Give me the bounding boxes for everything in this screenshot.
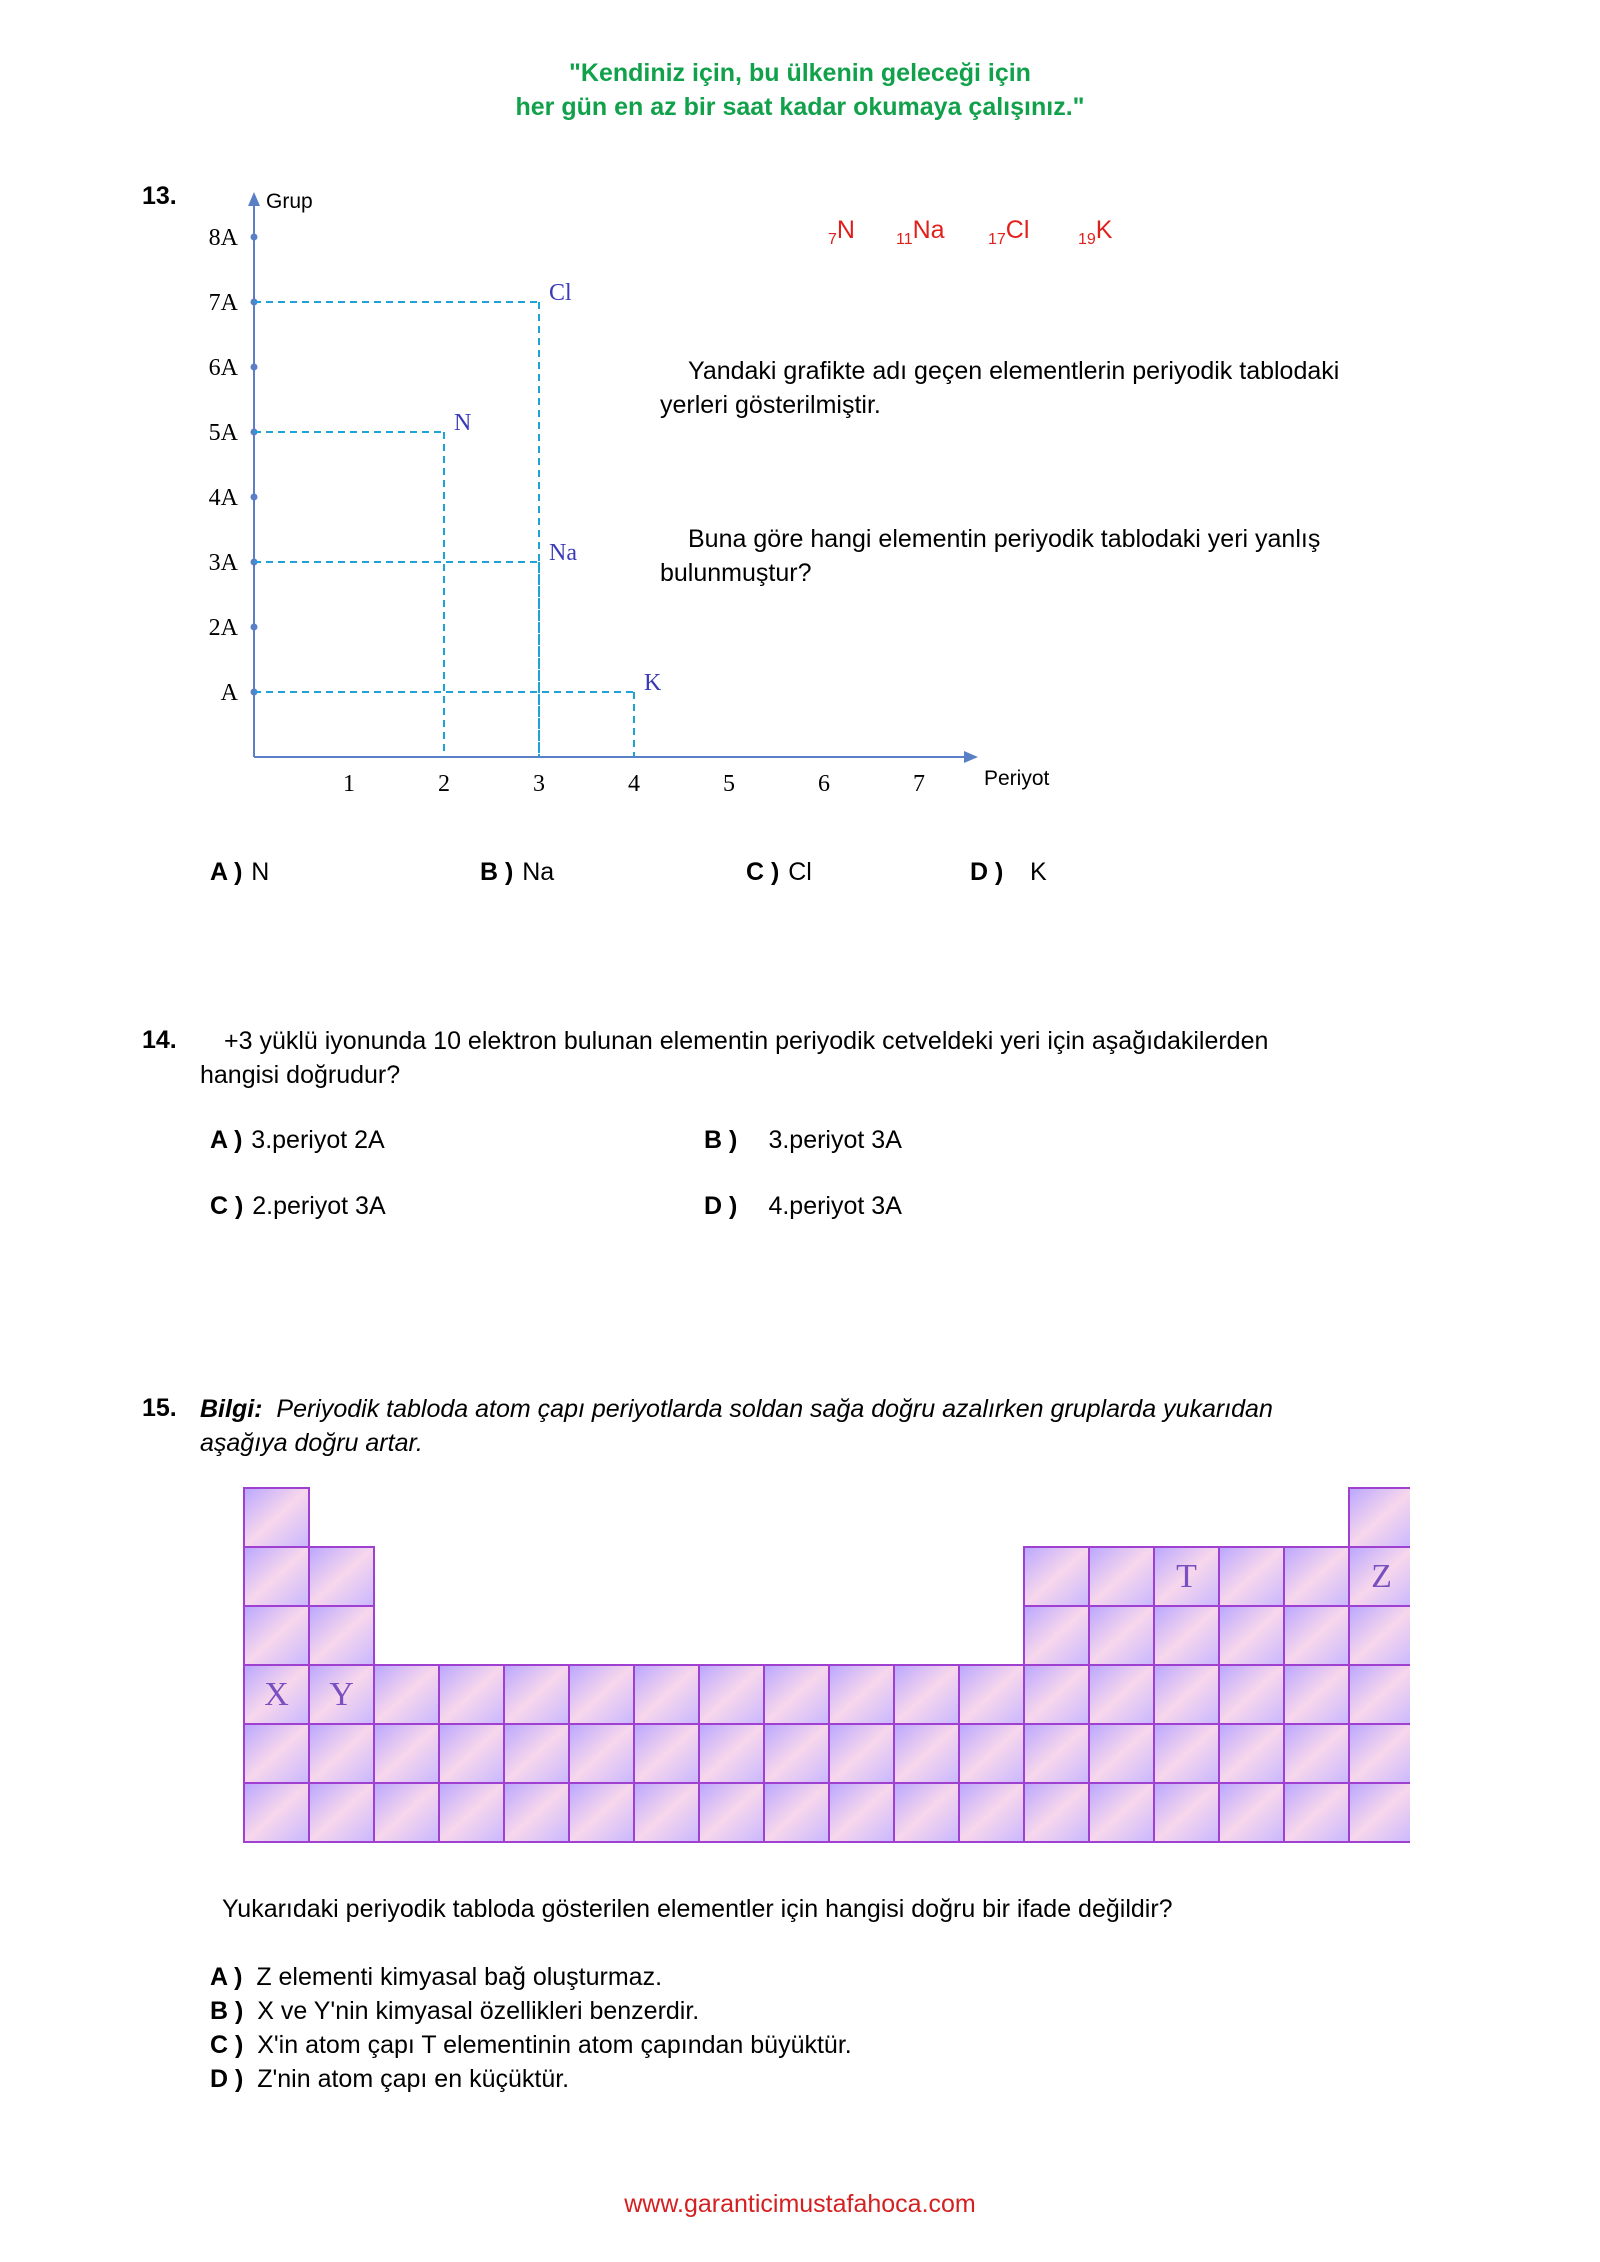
question-14-number: 14. — [142, 1026, 177, 1054]
table-cell — [1349, 1606, 1410, 1665]
table-cell — [309, 1606, 374, 1665]
table-cell — [1219, 1783, 1284, 1842]
element-label-z: Z — [1371, 1558, 1392, 1595]
table-cell — [764, 1665, 829, 1724]
element-cl: $_{17}$Cl — [988, 216, 1030, 248]
table-cell — [959, 1665, 1024, 1724]
y-tick-label: A — [220, 680, 238, 706]
y-tick-dot — [251, 364, 258, 371]
table-cell — [309, 1724, 374, 1783]
x-tick-label: 7 — [913, 771, 925, 797]
question-15-info: Bilgi: Periyodik tabloda atom çapı periyotlarda soldan sağa doğru azalırken gruplarda yukarıdan aşağıya doğru artar. — [200, 1395, 1273, 1457]
q14-option-c[interactable]: C ) 2.periyot 3A — [210, 1192, 386, 1220]
element-n: $_7$N — [828, 216, 855, 248]
table-cell — [309, 1783, 374, 1842]
table-cell — [1154, 1665, 1219, 1724]
x-tick-label: 4 — [628, 771, 640, 797]
x-tick-label: 3 — [533, 771, 545, 797]
table-cell — [1024, 1724, 1089, 1783]
table-cell — [1349, 1724, 1410, 1783]
y-tick-label: 6A — [208, 355, 238, 381]
table-cell — [1349, 1665, 1410, 1724]
table-cell — [504, 1665, 569, 1724]
question-13-number: 13. — [142, 182, 177, 210]
table-cell — [244, 1488, 309, 1547]
table-cell — [1024, 1606, 1089, 1665]
table-cell — [1089, 1606, 1154, 1665]
table-cell — [244, 1783, 309, 1842]
question-14-text: +3 yüklü iyonunda 10 elektron bulunan elementin periyodik cetveldeki yeri için aşağıdakilerden hangisi doğrudur? — [200, 1027, 1269, 1089]
question-15-text: Yukarıdaki periyodik tabloda gösterilen elementler için hangisi doğru bir ifade değildir? — [222, 1895, 1173, 1923]
table-cell — [439, 1665, 504, 1724]
motto-line-1: "Kendiniz için, bu ülkenin geleceği için — [569, 59, 1031, 87]
table-cell — [1349, 1783, 1410, 1842]
q13-option-c[interactable]: C ) Cl — [746, 858, 812, 886]
q15-option-c[interactable]: C ) X'in atom çapı T elementinin atom çapından büyüktür. — [210, 2031, 852, 2059]
y-axis-arrow — [248, 192, 260, 206]
table-cell — [634, 1665, 699, 1724]
y-tick-label: 7A — [208, 290, 238, 316]
y-tick-label: 8A — [208, 225, 238, 251]
table-cell — [959, 1724, 1024, 1783]
q14-option-b[interactable]: B ) 3.periyot 3A — [704, 1126, 902, 1154]
table-cell — [1219, 1665, 1284, 1724]
point-label-na: Na — [549, 540, 577, 566]
table-cell — [1284, 1665, 1349, 1724]
motto — [0, 56, 1600, 124]
q14-option-d[interactable]: D ) 4.periyot 3A — [704, 1192, 902, 1220]
q13-option-d[interactable]: D ) K — [970, 858, 1047, 886]
table-cell — [1089, 1783, 1154, 1842]
point-label-n: N — [454, 410, 472, 436]
table-cell — [569, 1724, 634, 1783]
table-cell — [829, 1783, 894, 1842]
q15-option-b[interactable]: B ) X ve Y'nin kimyasal özellikleri benzerdir. — [210, 1997, 700, 2025]
table-cell — [894, 1724, 959, 1783]
x-axis-label: Periyot — [984, 767, 1050, 790]
question-15-number: 15. — [142, 1394, 177, 1422]
question-13-text-1: Yandaki grafikte adı geçen elementlerin periyodik tablodaki yerleri gösterilmiştir. — [660, 357, 1340, 419]
y-tick-label: 4A — [208, 485, 238, 511]
periodic-table — [240, 1484, 1410, 1854]
question-13-text-2: Buna göre hangi elementin periyodik tablodaki yeri yanlış bulunmuştur? — [660, 525, 1321, 587]
table-cell — [569, 1783, 634, 1842]
y-tick-label: 5A — [208, 420, 238, 446]
table-cell — [504, 1724, 569, 1783]
table-cell — [439, 1724, 504, 1783]
element-na: $_{11}$Na — [896, 216, 945, 248]
table-cell — [1024, 1547, 1089, 1606]
footer-url[interactable]: www.garanticimustafahoca.com — [624, 2190, 976, 2218]
table-cell — [569, 1665, 634, 1724]
motto-line-2: her gün en az bir saat kadar okumaya çalışınız." — [515, 93, 1085, 121]
table-cell — [374, 1724, 439, 1783]
x-tick-label: 6 — [818, 771, 830, 797]
table-cell — [894, 1783, 959, 1842]
x-tick-label: 1 — [343, 771, 355, 797]
info-label: Bilgi: — [200, 1395, 263, 1423]
x-tick-label: 5 — [723, 771, 735, 797]
table-cell — [1089, 1547, 1154, 1606]
y-tick-label: 3A — [208, 550, 238, 576]
table-cell — [1024, 1665, 1089, 1724]
table-cell — [634, 1724, 699, 1783]
q13-option-a[interactable]: A ) N — [210, 858, 270, 886]
table-cell — [309, 1547, 374, 1606]
table-cell — [764, 1724, 829, 1783]
y-tick-dot — [251, 234, 258, 241]
table-cell — [829, 1724, 894, 1783]
table-cell — [894, 1665, 959, 1724]
table-cell — [1154, 1783, 1219, 1842]
element-label-y: Y — [329, 1676, 354, 1713]
table-cell — [1154, 1606, 1219, 1665]
table-cell — [1154, 1724, 1219, 1783]
y-tick-label: 2A — [208, 615, 238, 641]
q14-option-a[interactable]: A ) 3.periyot 2A — [210, 1126, 385, 1154]
table-cell — [829, 1665, 894, 1724]
table-cell — [1284, 1547, 1349, 1606]
table-cell — [959, 1783, 1024, 1842]
table-cell — [764, 1783, 829, 1842]
q13-option-b[interactable]: B ) Na — [480, 858, 555, 886]
table-cell — [1089, 1665, 1154, 1724]
table-cell — [699, 1783, 764, 1842]
y-tick-dot — [251, 494, 258, 501]
table-cell — [244, 1547, 309, 1606]
question-15-options — [210, 1960, 852, 2096]
table-cell — [1284, 1783, 1349, 1842]
element-label-x: X — [264, 1676, 289, 1713]
point-label-k: K — [644, 670, 662, 696]
y-axis-label: Grup — [266, 190, 313, 213]
table-cell — [1219, 1724, 1284, 1783]
table-cell — [699, 1665, 764, 1724]
table-cell — [699, 1724, 764, 1783]
x-axis-arrow — [964, 751, 978, 763]
q15-option-a[interactable]: A ) Z elementi kimyasal bağ oluşturmaz. — [210, 1963, 663, 1991]
table-cell — [1349, 1488, 1410, 1547]
table-cell — [1284, 1606, 1349, 1665]
table-cell — [374, 1665, 439, 1724]
table-cell — [1284, 1724, 1349, 1783]
table-cell — [244, 1606, 309, 1665]
table-cell — [439, 1783, 504, 1842]
table-cell — [244, 1724, 309, 1783]
element-label-t: T — [1176, 1558, 1197, 1595]
element-k: $_{19}$K — [1078, 216, 1113, 248]
table-cell — [1219, 1547, 1284, 1606]
table-cell — [634, 1783, 699, 1842]
y-tick-dot — [251, 624, 258, 631]
group-period-chart — [180, 180, 1080, 800]
table-cell — [504, 1783, 569, 1842]
table-cell — [374, 1783, 439, 1842]
q15-option-d[interactable]: D ) Z'nin atom çapı en küçüktür. — [210, 2065, 570, 2093]
table-cell — [1089, 1724, 1154, 1783]
table-cell — [1024, 1783, 1089, 1842]
x-tick-label: 2 — [438, 771, 450, 797]
point-label-cl: Cl — [549, 280, 572, 306]
table-cell — [1219, 1606, 1284, 1665]
